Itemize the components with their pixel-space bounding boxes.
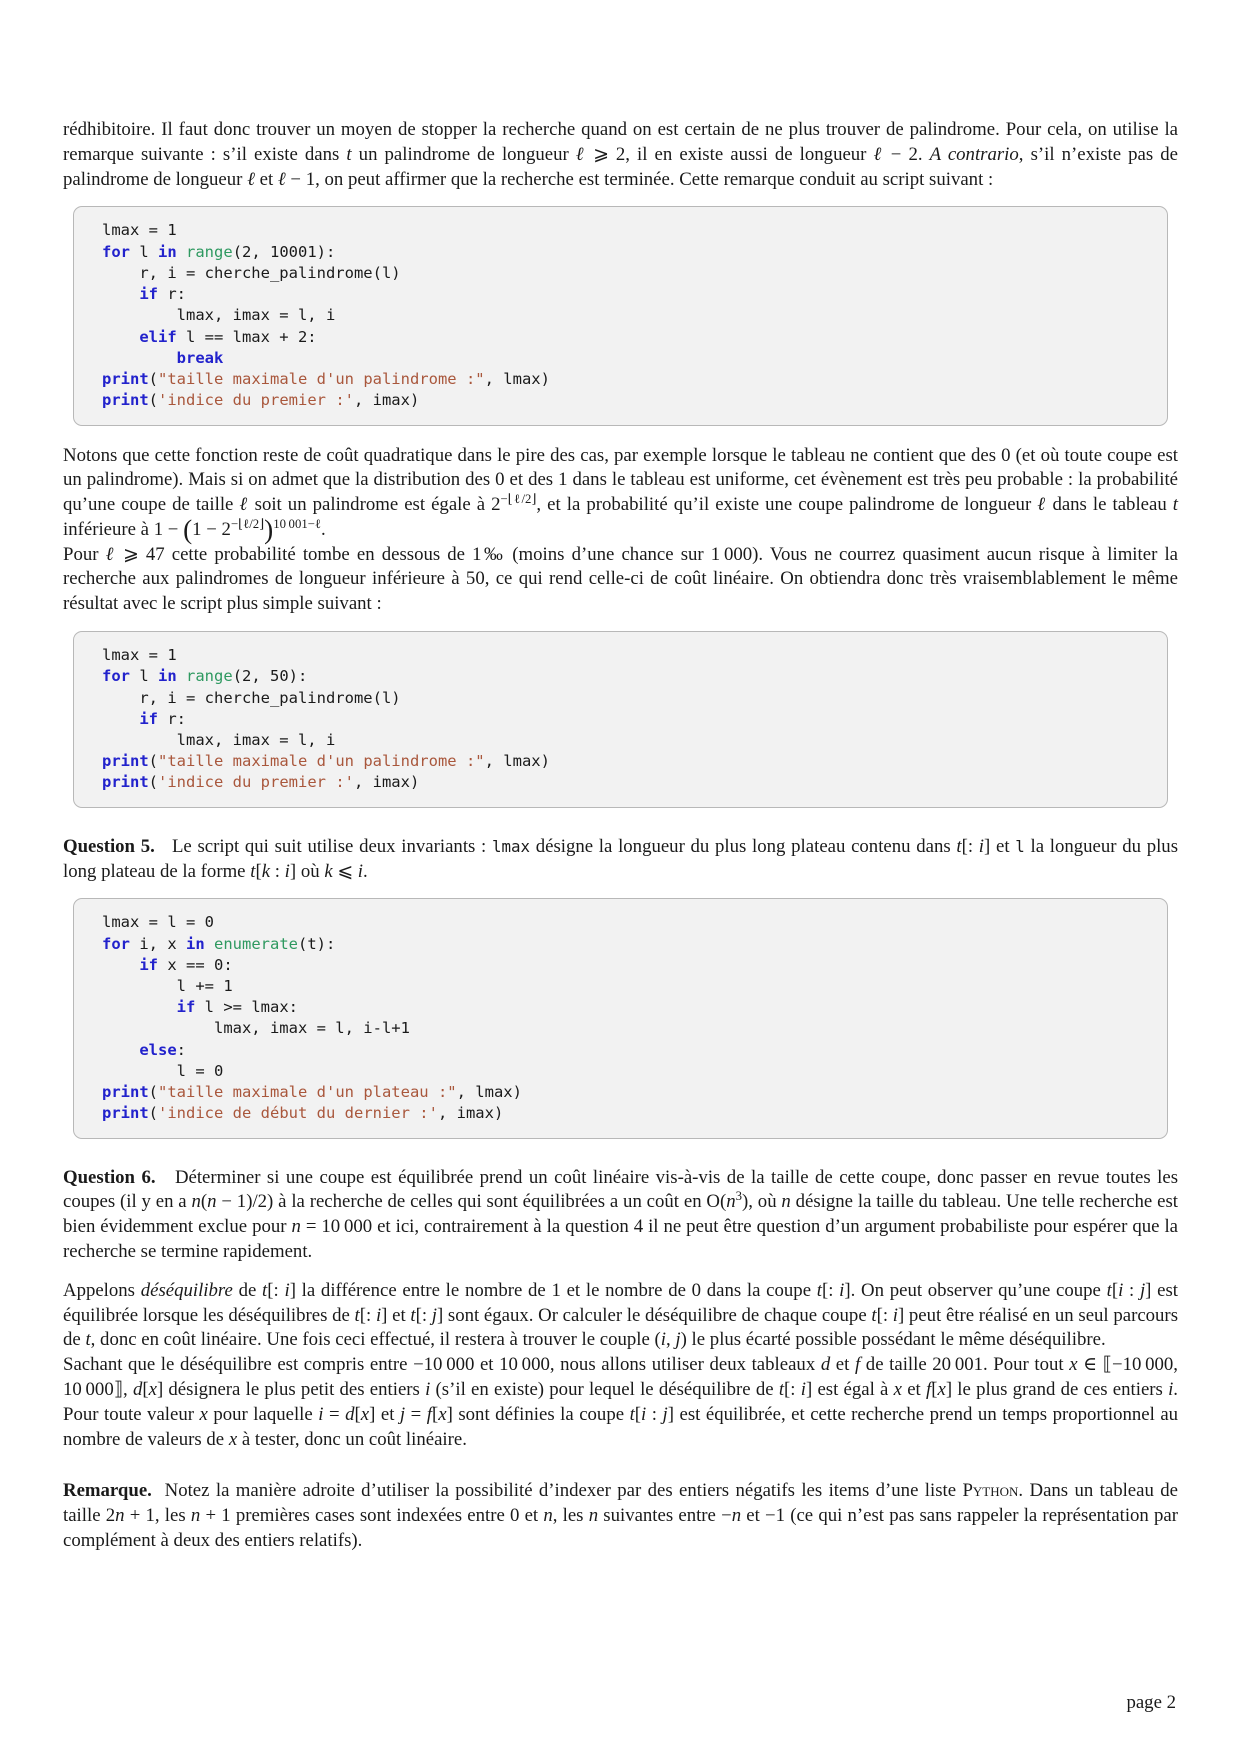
paragraph-question-5: Question 5. Le script qui suit utilise deux invariants : lmax désigne la longueur du plus long plateau contenu dans t[: i] et l la longueur du plus long plateau de la forme t[k : i] où k ⩽ i. — [63, 835, 1179, 882]
paragraph-intro: rédhibitoire. Il faut donc trouver un moyen de stopper la recherche quand on est certain de ne plus trouver de palindrome. Pour cela, on utilise la remarque suivante : s’il existe dans t un palindrome de longueur ℓ ⩾ 2, il en existe aussi de longueur ℓ − 2. A contrario, s’il n’existe pas de palindrome de longueur ℓ et ℓ − 1, on peut affirmer que la recherche est terminée. Cette remarque conduit au script suivant : — [63, 119, 1179, 190]
code-block-palindrome-limited-search: lmax = 1 for l in range(2, 50): r, i = cherche_palindrome(l) if r: lmax, imax = l, i print("taille maximale d'un palindrome :", lmax) print('indice du premier :', imax) — [73, 631, 1168, 808]
code-block-palindrome-full-search: lmax = 1 for l in range(2, 10001): r, i = cherche_palindrome(l) if r: lmax, imax = l, i elif l == lmax + 2: break print("taille maximale d'un palindrome :", lmax) print('indice du premier :', imax) — [73, 206, 1168, 425]
paragraph-quadratic-cost: Notons que cette fonction reste de coût quadratique dans le pire des cas, par exemple lorsque le tableau ne contient que des 0 (et où toute coupe est un palindrome). Mais si on admet que la distribution des 0 et des 1 dans le tableau est uniforme, cet évènement est très peu probable : la probabilité qu’une coupe de taille ℓ soit un palindrome est égale à $2^{-⌊\ell/2⌋}$, et la probabilité qu’il existe une coupe palindrome de longueur ℓ dans le tableau t inférieure à $1 - (1 - 2^{-⌊\ell/2⌋})^{10 001-\ell}$. — [63, 444, 1178, 545]
code-block-plateau: lmax = l = 0 for i, x in enumerate(t): if x == 0: l += 1 if l >= lmax: lmax, imax = l, i-l+1 else: l = 0 print("taille maximale d'un plateau :", lmax) print('indice de début du dernier :', imax) — [73, 898, 1168, 1138]
paragraph-probability-47: Pour ℓ ⩾ 47 cette probabilité tombe en dessous de 1‰ (moins d’une chance sur 1 000). Vous ne courrez quasiment aucun risque à limiter la recherche aux palindromes de longueur inférieure à 50, ce qui rend celle-ci de coût linéaire. On obtiendra donc très vraisemblablement le même résultat avec le script plus simple suivant : — [63, 543, 1179, 615]
paragraph-remarque: Remarque. Notez la manière adroite d’utiliser la possibilité d’indexer par des entiers négatifs les items d’une liste Python. Dans un tableau de taille 2n + 1, les n + 1 premières cases sont indexées entre 0 et n, les n suivantes entre −n et −1 (ce qui n’est pas sans rappeler la représentation par complément à deux des entiers relatifs). — [63, 1480, 1178, 1552]
page-number: page 2 — [1126, 1692, 1176, 1714]
paragraph-sachant: Sachant que le déséquilibre est compris entre −10 000 et 10 000, nous allons utiliser deux tableaux d et f de taille 20 001. Pour tout x ∈ ⟦−10 000, 10 000⟧, d[x] désignera le plus petit des entiers i (s’il en existe) pour lequel le déséquilibre de t[: i] est égal à x et f[x] le plus grand de ces entiers i. Pour toute valeur x pour laquelle i = d[x] et j = f[x] sont définies la coupe t[i : j] est équilibrée, et cette recherche prend un temps proportionnel au nombre de valeurs de x à tester, donc un coût linéaire. — [63, 1354, 1179, 1450]
paragraph-question-6: Question 6. Déterminer si une coupe est équilibrée prend un coût linéaire vis-à-vis de la taille de cette coupe, donc passer en revue toutes les coupes (il y en a n(n − 1)/2) à la recherche de celles qui sont équilibrées a un coût en $O(n^3)$, où n désigne la taille du tableau. Une telle recherche est bien évidemment exclue pour n = 10 000 et ici, contrairement à la question 4 il ne peut être question d’un argument probabiliste pour espérer que la recherche se termine rapidement. — [63, 1166, 1179, 1263]
paragraph-desequilibre: Appelons déséquilibre de t[: i] la différence entre le nombre de 1 et le nombre de 0 dans la coupe t[: i]. On peut observer qu’une coupe t[i : j] est équilibrée lorsque les déséquilibres de t[: i] et t[: j] sont égaux. Or calculer le déséquilibre de chaque coupe t[: i] peut être réalisé en un seul parcours de t, donc en coût linéaire. Une fois ceci effectué, il restera à trouver le couple (i, j) le plus écarté possible possédant le même déséquilibre. — [63, 1279, 1179, 1351]
